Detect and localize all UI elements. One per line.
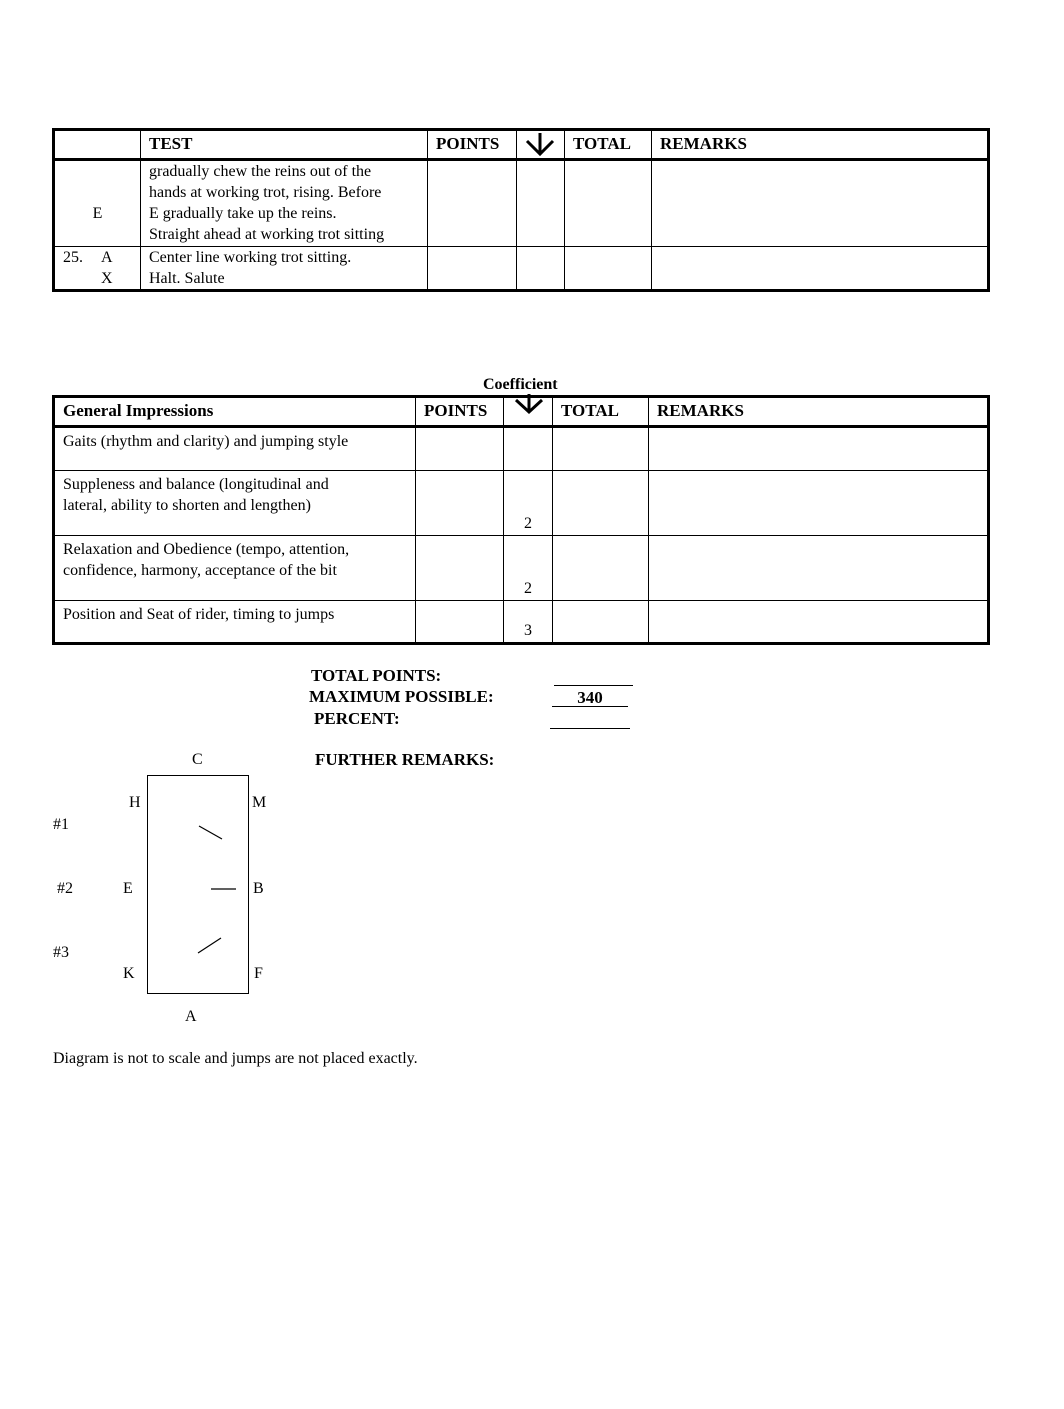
movement-number: 25. xyxy=(63,249,83,266)
criterion-suppleness: Suppleness and balance (longitudinal and lateral, ability to shorten and lengthen) xyxy=(54,471,416,536)
table-row xyxy=(54,427,989,471)
movement-description: Center line working trot sitting. Halt. Salute xyxy=(141,247,428,291)
diagram-footnote: Diagram is not to scale and jumps are not placed exactly. xyxy=(53,1050,418,1067)
table-row xyxy=(54,160,989,247)
arena-letter-m: M xyxy=(252,794,267,811)
arena-letter-h: H xyxy=(129,794,141,811)
maximum-possible-value: 340 xyxy=(552,688,628,707)
percent-field[interactable] xyxy=(550,710,630,729)
total-points-field[interactable] xyxy=(554,667,633,686)
arena-letter-k: K xyxy=(123,965,135,982)
letter-e: E xyxy=(92,205,103,222)
header-coefficient-arrow xyxy=(504,397,553,427)
arena-letter-f: F xyxy=(254,965,263,982)
jump-label-2: #2 xyxy=(57,880,73,897)
remarks-cell[interactable] xyxy=(649,471,989,536)
movement-description: gradually chew the reins out of the hands at working trot, rising. Before E gradually take up the reins. Straight ahead at working trot sitting xyxy=(141,160,428,247)
header-total: TOTAL xyxy=(565,130,652,160)
down-arrow-icon xyxy=(523,131,557,157)
jump-label-3: #3 xyxy=(53,944,69,961)
points-cell[interactable] xyxy=(428,160,517,247)
points-cell[interactable] xyxy=(428,247,517,291)
points-cell[interactable] xyxy=(416,471,504,536)
header-points: POINTS xyxy=(416,397,504,427)
remarks-cell[interactable] xyxy=(649,427,989,471)
table-row xyxy=(54,471,989,536)
maximum-possible-label: MAXIMUM POSSIBLE: xyxy=(309,687,494,706)
total-cell[interactable] xyxy=(553,471,649,536)
header-remarks: REMARKS xyxy=(652,130,989,160)
table-row xyxy=(54,247,989,291)
percent-label: PERCENT: xyxy=(314,709,400,728)
arena-letter-c: C xyxy=(192,751,203,768)
header-remarks: REMARKS xyxy=(649,397,989,427)
criterion-relaxation: Relaxation and Obedience (tempo, attention, confidence, harmony, acceptance of the bit xyxy=(54,536,416,601)
total-cell[interactable] xyxy=(553,536,649,601)
coefficient-label: Coefficient xyxy=(483,376,558,393)
total-cell[interactable] xyxy=(565,247,652,291)
remarks-cell[interactable] xyxy=(652,160,989,247)
coefficient-value: 2 xyxy=(504,471,553,536)
jump-label-1: #1 xyxy=(53,816,69,833)
general-impressions-header xyxy=(54,397,989,427)
criterion-gaits: Gaits (rhythm and clarity) and jumping style xyxy=(54,427,416,471)
arena-outline xyxy=(147,775,249,994)
header-coefficient-arrow xyxy=(517,130,565,160)
remarks-cell[interactable] xyxy=(649,601,989,644)
movement-letters: 25. A X xyxy=(54,247,141,291)
header-number xyxy=(54,130,141,160)
coefficient-cell xyxy=(517,247,565,291)
total-cell[interactable] xyxy=(553,427,649,471)
test-table-header xyxy=(54,130,989,160)
down-arrow-icon xyxy=(512,394,546,416)
points-cell[interactable] xyxy=(416,601,504,644)
test-table xyxy=(52,128,990,292)
further-remarks-label: FURTHER REMARKS: xyxy=(315,750,495,769)
total-cell[interactable] xyxy=(553,601,649,644)
coefficient-value: 2 xyxy=(504,536,553,601)
points-cell[interactable] xyxy=(416,536,504,601)
movement-letters xyxy=(54,160,141,247)
arena-letter-b: B xyxy=(253,880,264,897)
coefficient-value xyxy=(504,427,553,471)
total-points-label: TOTAL POINTS: xyxy=(311,666,442,685)
total-cell[interactable] xyxy=(565,160,652,247)
table-row xyxy=(54,536,989,601)
header-test: TEST xyxy=(141,130,428,160)
arena-letter-a: A xyxy=(185,1008,197,1025)
points-cell[interactable] xyxy=(416,427,504,471)
criterion-position: Position and Seat of rider, timing to jumps xyxy=(54,601,416,644)
header-total: TOTAL xyxy=(553,397,649,427)
coefficient-cell xyxy=(517,160,565,247)
table-row xyxy=(54,601,989,644)
header-points: POINTS xyxy=(428,130,517,160)
remarks-cell[interactable] xyxy=(652,247,989,291)
header-general-impressions: General Impressions xyxy=(54,397,416,427)
coefficient-value: 3 xyxy=(504,601,553,644)
remarks-cell[interactable] xyxy=(649,536,989,601)
general-impressions-table xyxy=(52,395,990,645)
arena-letter-e: E xyxy=(123,880,133,897)
